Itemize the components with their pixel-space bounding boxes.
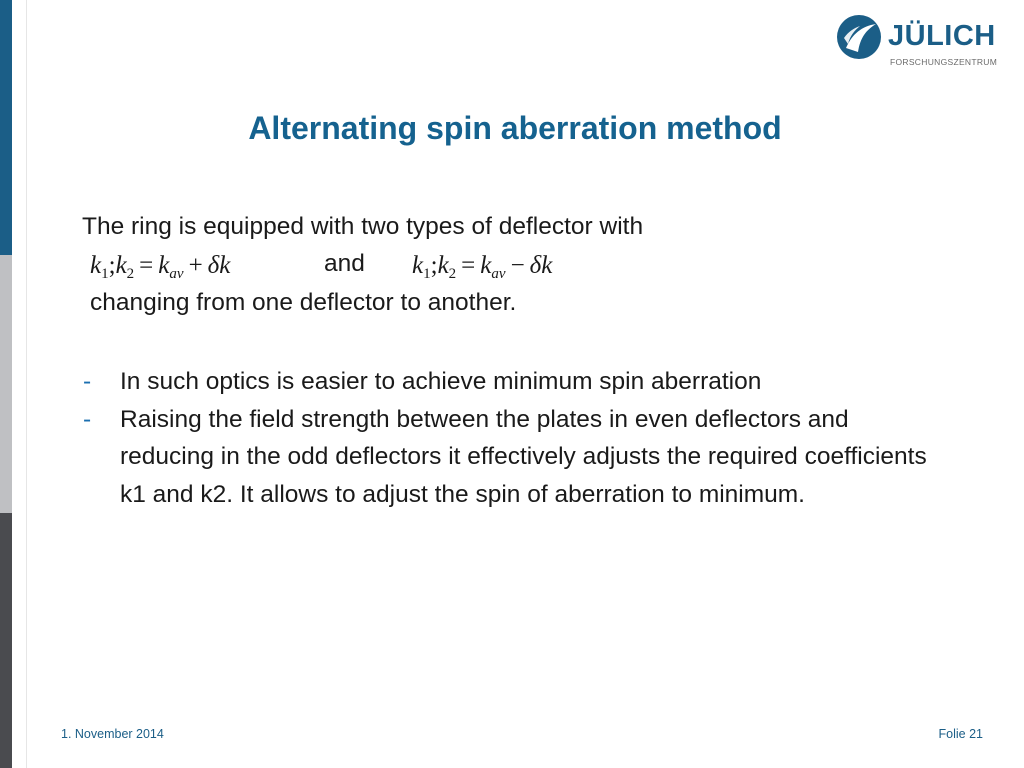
bullet-text: Raising the field strength between the plates in even deflectors and reducing in the odd deflectors it effectively adjusts the required coefficients k1 and k2. It allows to adjust the spin of aberration to minimum. bbox=[120, 405, 927, 508]
formula-minus bbox=[412, 252, 552, 280]
formula-delta-k: δk bbox=[529, 252, 553, 279]
formula-separator: ; bbox=[430, 252, 438, 279]
intro-line-1: The ring is equipped with two types of deflector with bbox=[82, 213, 644, 240]
logo-subtitle: FORSCHUNGSZENTRUM bbox=[890, 57, 998, 67]
bullet-item bbox=[80, 401, 940, 514]
logo-name: JÜLICH bbox=[888, 20, 996, 52]
intro-line-3: changing from one deflector to another. bbox=[90, 289, 517, 316]
julich-logo bbox=[836, 14, 1006, 74]
bullet-dash: - bbox=[83, 405, 92, 433]
bullet-item bbox=[80, 363, 940, 401]
formula-delta-k: δk bbox=[207, 252, 231, 279]
formula-sub-2: 2 bbox=[448, 266, 457, 282]
formula-sub-1: 1 bbox=[101, 266, 109, 282]
footer-slide-number: Folie 21 bbox=[938, 727, 983, 741]
slide-title: Alternating spin aberration method bbox=[248, 110, 782, 146]
bullet-dash: - bbox=[83, 368, 92, 395]
formula-kav: k bbox=[158, 252, 170, 279]
bullet-list bbox=[80, 363, 940, 513]
formula-separator: ; bbox=[108, 252, 116, 279]
formula-plus bbox=[90, 252, 230, 280]
formula-sub-1: 1 bbox=[423, 266, 431, 282]
conjunction-and: and bbox=[324, 250, 365, 277]
formula-k1: k bbox=[412, 252, 424, 279]
formula-plus-sign: + bbox=[188, 252, 203, 279]
side-bar-dark-gray bbox=[0, 513, 12, 768]
formula-equals: = bbox=[139, 252, 154, 279]
formula-minus-sign: − bbox=[510, 252, 525, 279]
bullet-text: In such optics is easier to achieve minimum spin aberration bbox=[120, 368, 762, 395]
side-bar-light-gray bbox=[0, 255, 12, 513]
footer-date: 1. November 2014 bbox=[61, 727, 164, 741]
formula-k2: k bbox=[115, 252, 127, 279]
formula-k2: k bbox=[437, 252, 449, 279]
formula-sub-av: av bbox=[169, 266, 184, 282]
formula-equals: = bbox=[461, 252, 476, 279]
formula-sub-av: av bbox=[491, 266, 506, 282]
formula-sub-2: 2 bbox=[126, 266, 135, 282]
formula-k1: k bbox=[90, 252, 102, 279]
formula-kav: k bbox=[480, 252, 492, 279]
julich-emblem-icon bbox=[836, 14, 882, 60]
